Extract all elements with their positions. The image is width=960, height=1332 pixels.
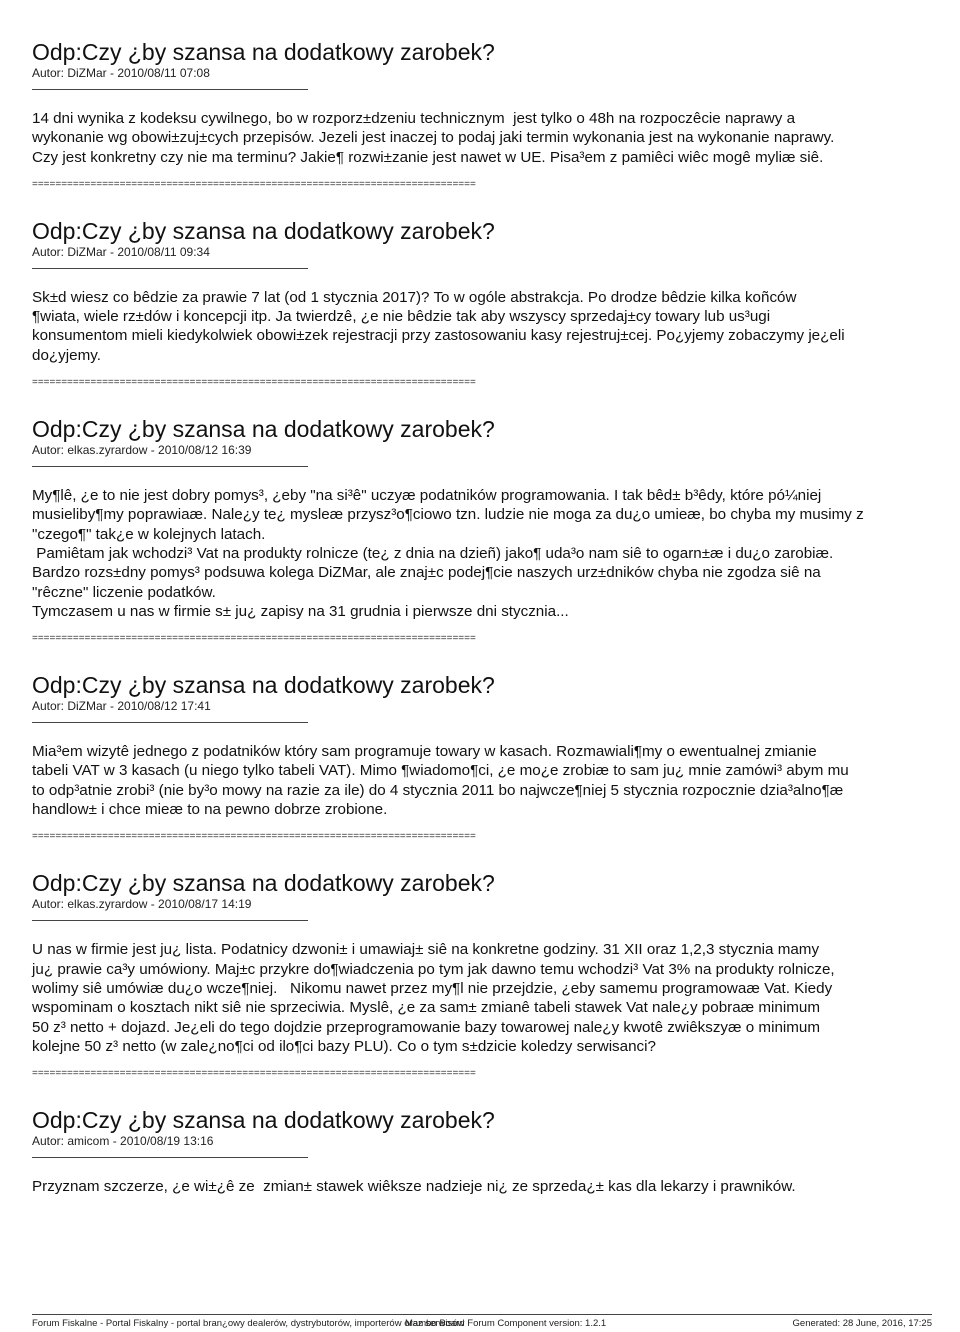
post-body-line: do¿yjemy. [32, 346, 101, 364]
post-body-line: "czego¶" tak¿e w kolejnych latach. [32, 525, 266, 543]
post-author-date: Autor: DiZMar - 2010/08/12 17:41 [32, 699, 211, 714]
post-body-line: Bardzo rozs±dny pomys³ podsuwa kolega DiZMar, ale znaj±c podej¶cie naszych urz±dników chyba nie zgodza siê na [32, 564, 821, 582]
post-body-line: U nas w firmie jest ju¿ lista. Podatnicy dzwoni± i umawiaj± siê na konkretne godziny. 31 XII oraz 1,2,3 stycznia mamy [32, 941, 820, 959]
post-body-line: Mia³em wizytê jednego z podatników który sam programuje towary w kasach. Rozmawiali¶my o ewentualnej zmianie [32, 743, 817, 761]
post-body [32, 288, 932, 365]
post-header-divider [32, 89, 308, 90]
post-body [32, 109, 932, 167]
post-title: Odp:Czy ¿by szansa na dodatkowy zarobek? [32, 672, 495, 699]
footer-component-version: Mambo Board Forum Component version: 1.2.1 [405, 1318, 607, 1329]
post-body-line: wykonanie wg obowi±zuj±cych przepisów. Jezeli jest inaczej to podaj jaki termin wykonania jest na wykonanie naprawy. [32, 129, 835, 147]
post-header-divider [32, 1157, 308, 1158]
post-body [32, 742, 932, 819]
post-body [32, 940, 932, 1056]
post-body-line: Czy jest konkretny czy nie ma terminu? Jakie¶ rozwi±zanie jest nawet w UE. Pisa³em z pamiêci wiêc mogê myliæ siê. [32, 148, 824, 166]
post-separator: ============================================================================ [32, 831, 476, 843]
footer-divider [32, 1314, 932, 1315]
forum-post [32, 671, 932, 843]
forum-post [32, 415, 932, 645]
post-body-line: kolejne 50 z³ netto (w zale¿no¶ci od ilo¶ci bazy PLU). Co o tym s±dzicie koledzy serwisanci? [32, 1037, 656, 1055]
post-author-date: Autor: elkas.zyrardow - 2010/08/17 14:19 [32, 897, 252, 912]
forum-post [32, 1106, 932, 1196]
post-author-date: Autor: DiZMar - 2010/08/11 09:34 [32, 244, 210, 259]
post-body-line: 14 dni wynika z kodeksu cywilnego, bo w rozporz±dzeniu technicznym jest tylko o 48h na rozpoczêcie naprawy a [32, 110, 796, 127]
post-body-line: ju¿ prawie ca³y umówiony. Maj±c przykre do¶wiadczenia po tym jak dawno temu wchodzi³ Vat 3% na produkty rolnicze, [32, 960, 835, 978]
post-title: Odp:Czy ¿by szansa na dodatkowy zarobek? [32, 217, 495, 244]
post-author-date: Autor: DiZMar - 2010/08/11 07:08 [32, 66, 210, 80]
post-body-line: Sk±d wiesz co bêdzie za prawie 7 lat (od 1 stycznia 2017)? To w ogóle abstrakcja. Po drodze bêdzie kilka koñców [32, 288, 797, 306]
post-separator: ============================================================================ [32, 1068, 476, 1080]
footer-generated-date: Generated: 28 June, 2016, 17:25 [792, 1318, 932, 1329]
post-body-line: ¶wiata, wiele rz±dów i koncepcji itp. Ja twierdzê, ¿e nie bêdzie tak aby wszyscy sprzedaj±cy towary lub us³ugi [32, 308, 771, 326]
forum-post [32, 869, 932, 1080]
post-body [32, 486, 932, 621]
post-body-line: Pamiêtam jak wchodzi³ Vat na produkty rolnicze (te¿ z dnia na dzieñ) jako¶ uda³o nam siê to ogarn±æ i du¿o zarobiæ. [32, 544, 834, 562]
post-body-line: "rêczne" liczenie podatków. [32, 583, 216, 601]
post-body [32, 1177, 932, 1196]
post-body-line: handlow± i chce mieæ to na pewno dobrze zrobione. [32, 801, 388, 819]
post-header-divider [32, 722, 308, 723]
post-header-divider [32, 268, 308, 269]
footer-site-name: Forum Fiskalne - Portal Fiskalny - portal bran¿owy dealerów, dystrybutorów, importerów oraz serwisów [32, 1318, 465, 1329]
post-body-line: wspominam o kosztach nikt siê nie sprzeciwia. Myslê, ¿e za sam± zmianê tabeli stawek Vat nale¿y pobraæ minimum [32, 999, 820, 1017]
post-title: Odp:Czy ¿by szansa na dodatkowy zarobek? [32, 870, 495, 897]
post-body-line: 50 z³ netto + dojazd. Je¿eli do tego dojdzie przeprogramowanie bazy towarowej nale¿y kwotê zwiêkszyæ o minimum [32, 1018, 821, 1036]
post-body-line: konsumentom mieli kiedykolwiek obowi±zek rejestracji przy zastosowaniu kasy rejestruj±cej. Po¿yjemy zobaczymy je¿eli [32, 327, 845, 345]
post-body-line: musieliby¶my poprawiaæ. Nale¿y te¿ mysleæ przysz³o¶ciowo tzn. ludzie nie moga za du¿o umieæ, bo chyba my musimy z [32, 506, 864, 524]
post-body-line: Tymczasem u nas w firmie s± ju¿ zapisy na 31 grudnia i pierwsze dni stycznia... [32, 602, 569, 620]
forum-thread [32, 38, 932, 1196]
forum-post [32, 38, 932, 191]
post-author-date: Autor: amicom - 2010/08/19 13:16 [32, 1134, 214, 1149]
post-author-date: Autor: elkas.zyrardow - 2010/08/12 16:39 [32, 443, 252, 458]
post-body-line: My¶lê, ¿e to nie jest dobry pomys³, ¿eby "na si³ê" uczyæ podatników programowania. I tak bêd± b³êdy, które pó¼niej [32, 487, 822, 505]
post-title: Odp:Czy ¿by szansa na dodatkowy zarobek? [32, 39, 495, 65]
post-separator: ============================================================================ [32, 377, 476, 389]
post-body-line: wolimy siê umówiæ du¿o wcze¶niej. Nikomu nawet przez my¶l nie przejdzie, ¿eby samemu programowaæ Vat. Kiedy [32, 979, 833, 997]
post-title: Odp:Czy ¿by szansa na dodatkowy zarobek? [32, 416, 495, 443]
post-body-line: tabeli VAT w 3 kasach (u niego tylko tabeli VAT). Mimo ¶wiadomo¶ci, ¿e mo¿e zrobiæ to sam ju¿ mnie zamówi³ abym mu [32, 762, 849, 780]
post-title: Odp:Czy ¿by szansa na dodatkowy zarobek? [32, 1107, 495, 1134]
post-separator: ============================================================================ [32, 633, 476, 645]
post-header-divider [32, 466, 308, 467]
post-body-line: to odp³atnie zrobi³ (nie by³o mowy na razie za ile) do 4 stycznia 2011 bo najwcze¶niej 5 stycznia rozpocznie dzia³alno¶æ [32, 781, 844, 799]
forum-post [32, 217, 932, 389]
post-separator: ============================================================================ [32, 178, 476, 190]
post-header-divider [32, 920, 308, 921]
post-body-line: Przyznam szczerze, ¿e wi±¿ê ze zmian± stawek wiêksze nadzieje ni¿ ze sprzeda¿± kas dla lekarzy i prawników. [32, 1178, 796, 1196]
